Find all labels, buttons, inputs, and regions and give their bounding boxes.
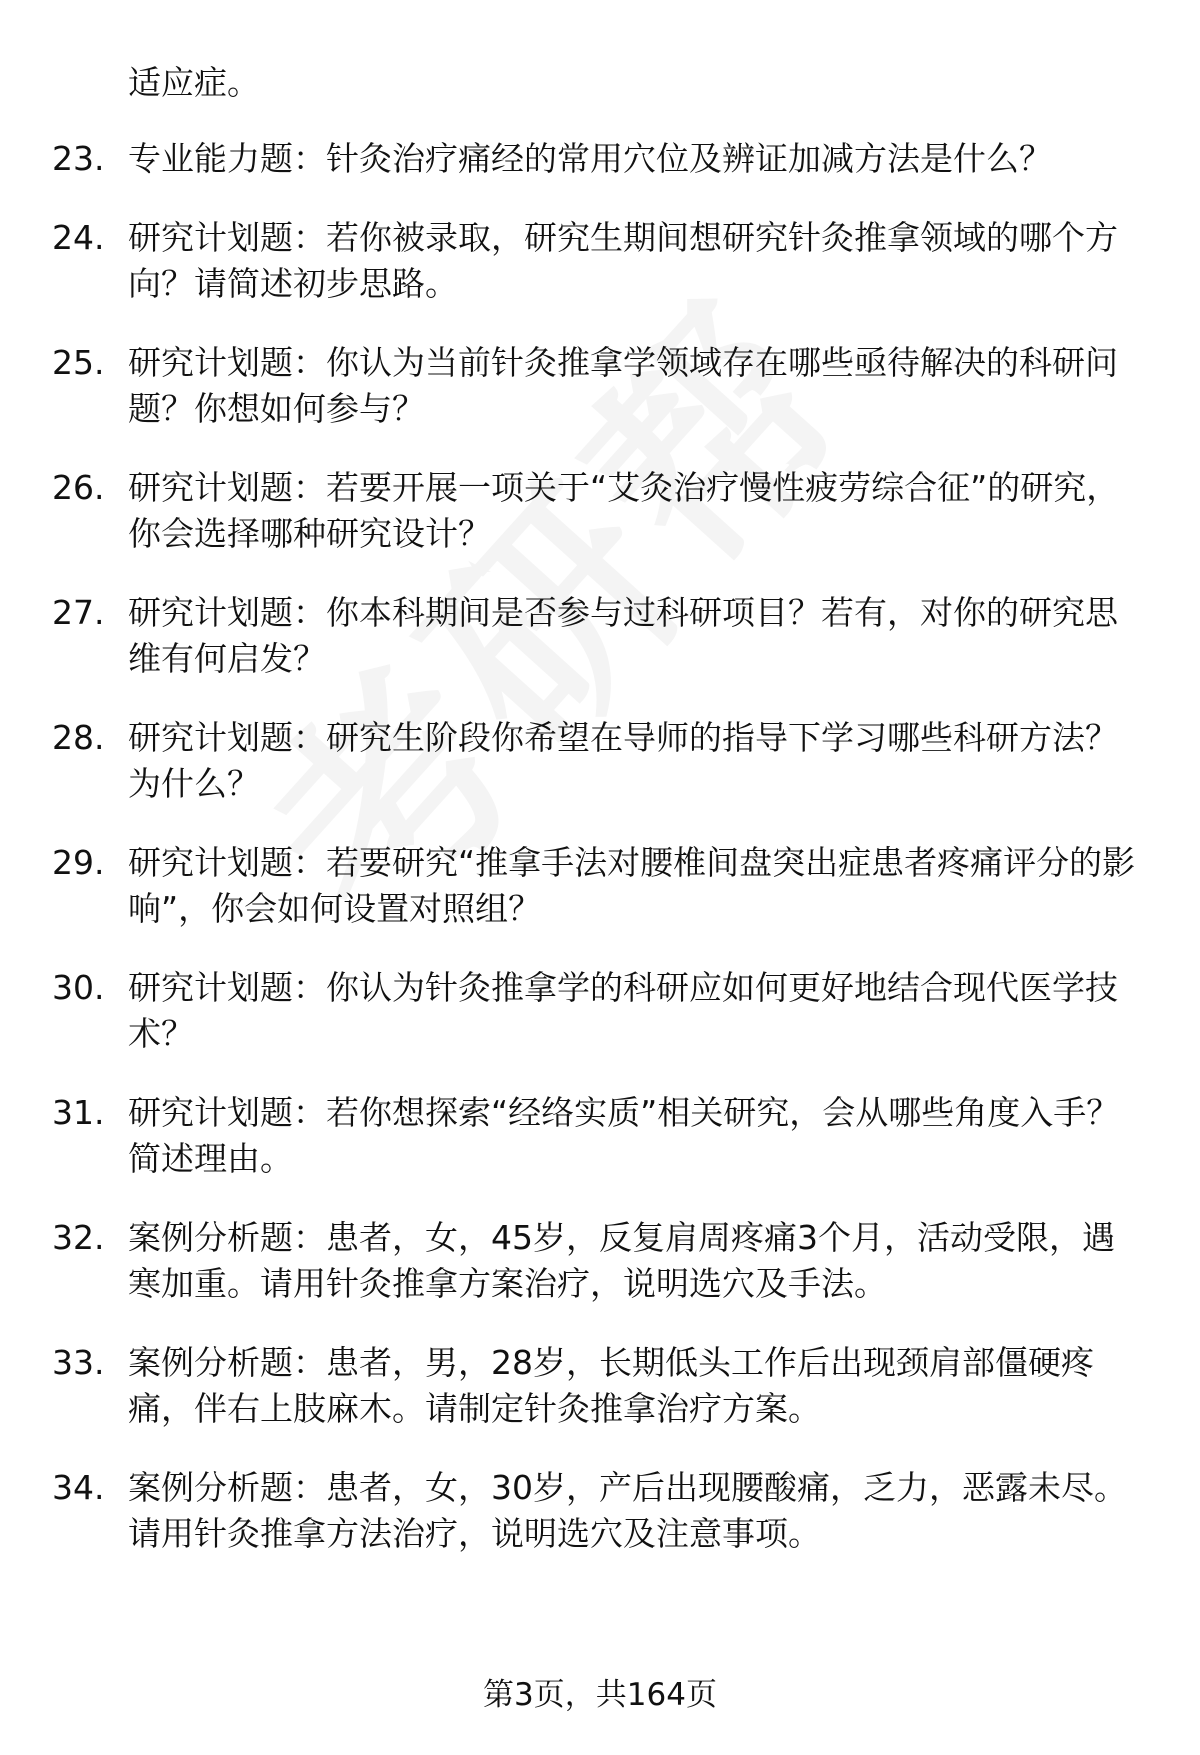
question-number: 28.: [52, 718, 105, 757]
question-item: [0, 1340, 1200, 1432]
question-text: 研究计划题：若你被录取，研究生期间想研究针灸推拿领域的哪个方向？请简述初步思路。: [128, 218, 1118, 303]
question-number: 32.: [52, 1218, 105, 1257]
question-item: [0, 1090, 1200, 1182]
question-text: 研究计划题：若要研究“推拿手法对腰椎间盘突出症患者疼痛评分的影响”，你会如何设置对照组？: [128, 843, 1136, 928]
question-text: 案例分析题：患者，女，30岁，产后出现腰酸痛，乏力，恶露未尽。请用针灸推拿方法治疗，说明选穴及注意事项。: [128, 1468, 1127, 1553]
question-number: 33.: [52, 1343, 105, 1382]
question-item: [0, 1215, 1200, 1307]
question-list: [0, 136, 1200, 1590]
question-number: 27.: [52, 593, 105, 632]
question-number: 34.: [52, 1468, 105, 1507]
question-number: 26.: [52, 468, 105, 507]
question-number: 31.: [52, 1093, 105, 1132]
question-text: 案例分析题：患者，男，28岁，长期低头工作后出现颈肩部僵硬疼痛，伴右上肢麻木。请制定针灸推拿治疗方案。: [128, 1343, 1094, 1428]
question-item: [0, 715, 1200, 807]
question-item: [0, 840, 1200, 932]
question-number: 29.: [52, 843, 105, 882]
question-number: 23.: [52, 139, 105, 178]
question-item: [0, 136, 1200, 182]
question-text: 研究计划题：研究生阶段你希望在导师的指导下学习哪些科研方法？为什么？: [128, 718, 1118, 803]
question-number: 30.: [52, 968, 105, 1007]
question-item: [0, 1465, 1200, 1557]
question-number: 24.: [52, 218, 105, 257]
question-text: 研究计划题：你本科期间是否参与过科研项目？若有，对你的研究思维有何启发？: [128, 593, 1118, 678]
question-text: 研究计划题：你认为针灸推拿学的科研应如何更好地结合现代医学技术？: [128, 968, 1118, 1053]
question-text: 案例分析题：患者，女，45岁，反复肩周疼痛3个月，活动受限，遇寒加重。请用针灸推拿方案治疗，说明选穴及手法。: [128, 1218, 1115, 1303]
question-item: [0, 340, 1200, 432]
question-item: [0, 465, 1200, 557]
question-item: [0, 590, 1200, 682]
question-text: 研究计划题：若你想探索“经络实质”相关研究，会从哪些角度入手？简述理由。: [128, 1093, 1120, 1178]
question-text: 研究计划题：你认为当前针灸推拿学领域存在哪些亟待解决的科研问题？你想如何参与？: [128, 343, 1118, 428]
page-footer: 第3页，共164页: [483, 1677, 717, 1713]
question-text: 专业能力题：针灸治疗痛经的常用穴位及辨证加减方法是什么？: [128, 139, 1052, 178]
question-item: [0, 215, 1200, 307]
question-number: 25.: [52, 343, 105, 382]
continued-text: 适应症。: [128, 63, 260, 102]
question-text: 研究计划题：若要开展一项关于“艾灸治疗慢性疲劳综合征”的研究，你会选择哪种研究设计？: [128, 468, 1120, 553]
question-item: [0, 965, 1200, 1057]
